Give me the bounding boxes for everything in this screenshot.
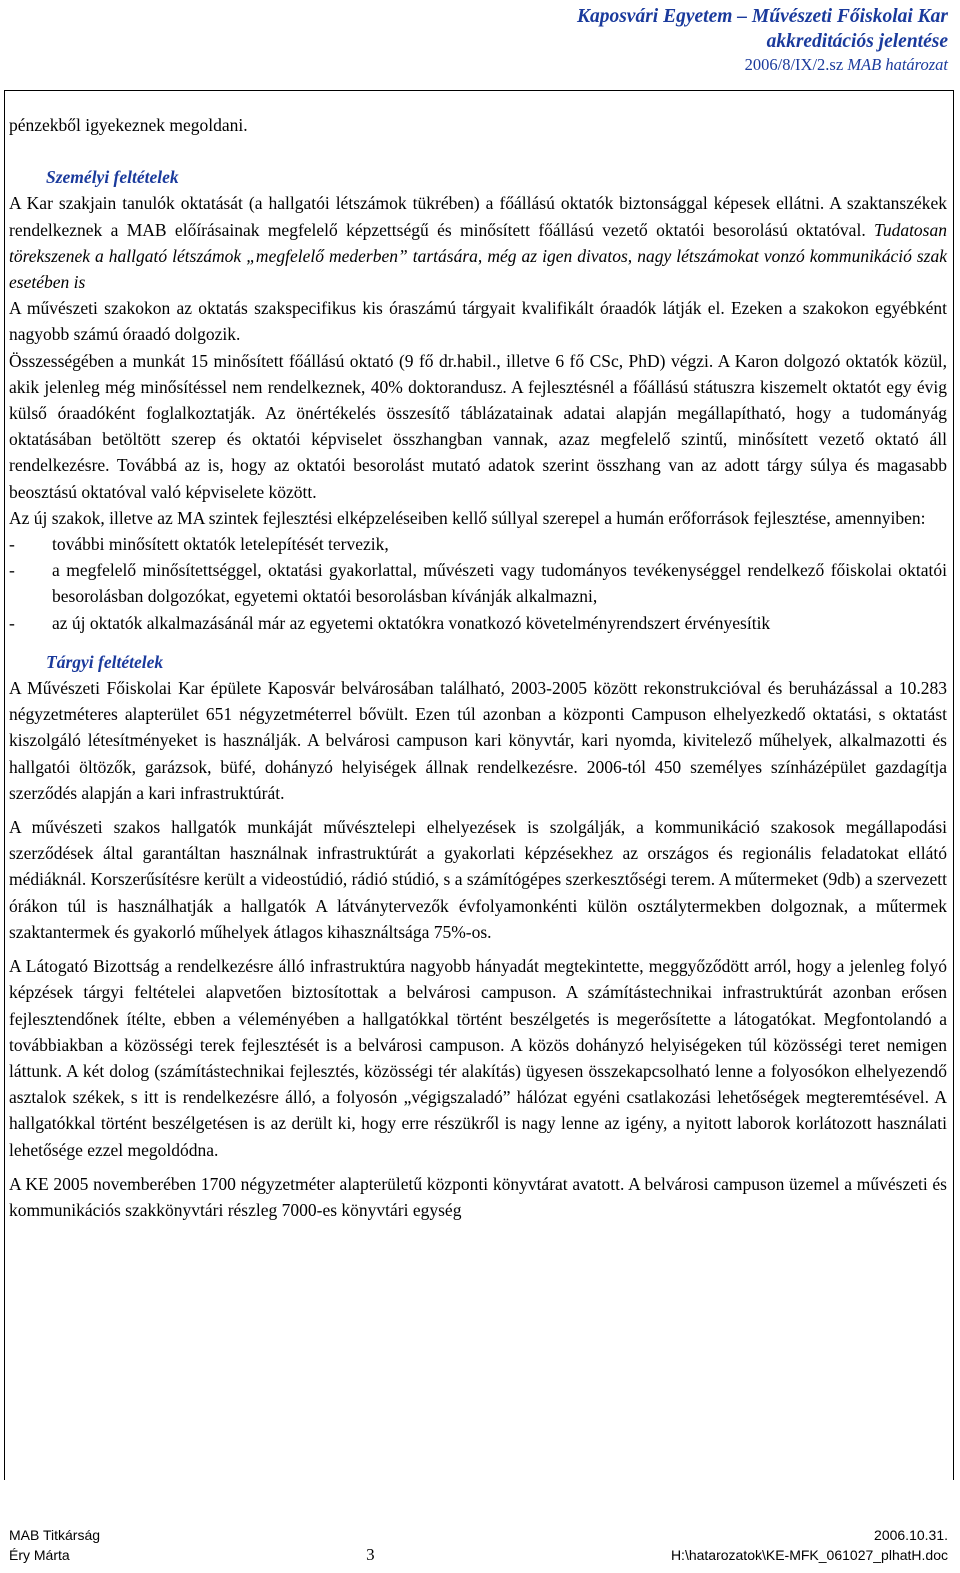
paragraph-development: Az új szakok, illetve az MA szintek fejlesztési elképzeléseiben kellő súllyal szerepel a humán erőforrások fejlesztése, amennyiben: [9,507,926,528]
paragraph-lecturers: A művészeti szakokon az oktatás szakspecifikus kis óraszámú tárgyait kvalifikált óraadók látják el. Ezeken a szakokon egyébként nagyobb számú óraadó dolgozik. [9,298,947,345]
paragraph-students: A művészeti szakos hallgatók munkáját művésztelepi elhelyezések is szolgálják, a kommunikáció szakosok megállapodási szerződések által garantáltan használnak infrastruktúrát a gyakorlati képzésekhez az országos és regionális feladatokat ellátó médiáknál. Korszerűsítésre került a videostúdió, rádió stúdió, s a számítógépes szerkesztőségi terem. A műtermeket (9db) a szervezett órákon túl is használhatják a hallgatók A látványtervezők évfolyamonkénti külön osztálytermekben dolgoznak, a műtermek szaktantermek és gyakorló műhelyek átlagos kihasználtsága 75%-os. [9,817,947,942]
paragraph-intro: pénzekből igyekeznek megoldani. [9,115,248,135]
footer-date: 2006.10.31. [874,1527,948,1543]
page-footer [9,1525,948,1565]
header-resolution [577,54,948,76]
footer-secretariat: MAB Titkárság [9,1527,101,1543]
paragraph-committee: A Látogató Bizottság a rendelkezésre álló infrastruktúra nagyobb hányadát megtekintette, meggyőződött arról, hogy a jelenleg folyó képzések tárgyi feltételei alapvetően biztosítottak a belvárosi campuson. A számítástechnikai infrastruktúrát azonban erősen fejlesztendőnek ítélte, ebben a véleményében a hallgatókkal történt beszélgetés is megerősítette a látogatókat. Megfontolandó a továbbiakban a közösségi terek fejlesztését is a belvárosi campuson. A közös dohányzó helyiségeken túl közösségi teret nemigen láttunk. A két dolog (számítástechnikai fejlesztés, közösségi tér alakítás) ügyesen összekapcsolható lenne a folyosókon elhelyezendő asztalok székek, s itt is rendelkezésre álló, a folyosón „végigszaladó” hálózat egyéni csatlakozási lehetőségek megteremtésével. A hallgatókkal történt beszélgetésen is az derült ki, hogy erre részükről is nagy lenne az igény, a nyitott laborok korlátozott használati lehetősége ezzel megoldódna. [9,956,947,1160]
footer-author: Éry Márta [9,1547,70,1563]
header-resolution-label: MAB határozat [847,55,948,74]
paragraph-building: A Művészeti Főiskolai Kar épülete Kaposvár belvárosában található, 2003-2005 között rekonstrukcióval és beruházással a 10.283 négyzetméteres alapterület 651 négyzetméterrel bővült. Ezen túl azonban a központi Campuson elhelyezkedő oktatási, s oktatást kiszolgáló létesítményeket is használják. A belvárosi campuson kari könyvtár, kari nyomda, kivitelező műhelyek, alkalmazotti és hallgatói öltözők, garázsok, büfé, dohányzó helyiségek állnak rendelkezésre. 2006-tól 450 személyes színházépület gazdagítja szerződés alapján a kari infrastruktúrát. [9,678,947,803]
document-body [9,112,947,1223]
page-number: 3 [366,1545,375,1564]
paragraph-staff [9,190,947,295]
section-title-personal: Személyi feltételek [46,167,179,188]
paragraph-library: A KE 2005 novemberében 1700 négyzetméter alapterületű központi könyvtárat avatott. A belvárosi campuson üzemel a művészeti és kommunikációs szakkönyvtári részleg 7000-es könyvtári egység [9,1173,947,1220]
page-header [577,4,948,76]
development-list [9,531,947,636]
footer-row [9,1525,948,1545]
header-resolution-number: 2006/8/IX/2.sz [744,55,844,74]
spacer [9,138,947,164]
header-institution: Kaposvári Egyetem – Művészeti Főiskolai Kar [576,6,948,27]
list-item: - a megfelelő minősítettséggel, oktatási gyakorlattal, művészeti vagy tudományos tevékenységgel rendelkező főiskolai oktatói besorolásban dolgozókat, egyetemi oktatói besorolásban kívánják alkalmazni, [9,557,947,609]
section-title-material: Tárgyi feltételek [46,651,164,672]
list-item: - az új oktatók alkalmazásánál már az egyetemi oktatókra vonatkozó követelményrendszert érvényesítik [9,610,947,636]
paragraph-qualified: Összességében a munkát 15 minősített főállású oktató (9 fő dr.habil., illetve 6 fő CSc, PhD) végzi. A Karon dolgozó oktatók közül, akik jelenleg még minősítéssel nem rendelkeznek, 40% doktorandusz. A fejlesztésnél a főállású státuszra kiszemelt oktatót egy évig külső óraadóként foglalkoztatják. Az önértékelés összesítő táblázatainak adatai alapján megállapítható, hogy a tudományág oktatásában betöltött szerep és oktatói képviselet összhangban vannak, azaz megfelelő szintű, minősített vezető oktató áll rendelkezésre. Továbbá az is, hogy az oktatói besorolást mutató adatok szerint összhang van az adott tárgy súlya és magasabb beosztású oktatóval való képviselete között. [9,350,947,502]
header-report-title: akkreditációs jelentése [766,31,948,52]
spacer [9,636,947,649]
paragraph-staff-italic: Tudatosan törekszenek a hallgató létszámok „megfelelő mederben” tartására, még az igen divatos, nagy létszámokat vonzó kommunikáció szak esetében is [9,219,947,293]
footer-file-path: H:\hatarozatok\KE-MFK_061027_plhatH.doc [670,1547,948,1563]
footer-row [9,1545,948,1565]
paragraph-staff-text: A Kar szakjain tanulók oktatását (a hallgatói létszámok tükrében) a főállású oktatók biztonsággal képesek ellátni. A szaktanszékek rendelkeznek a MAB előírásainak megfelelő képzettségű és minősített főállású vezető oktatói besorolású oktatóval. [9,193,947,240]
list-item: - további minősített oktatók letelepítését tervezik, [9,531,947,557]
